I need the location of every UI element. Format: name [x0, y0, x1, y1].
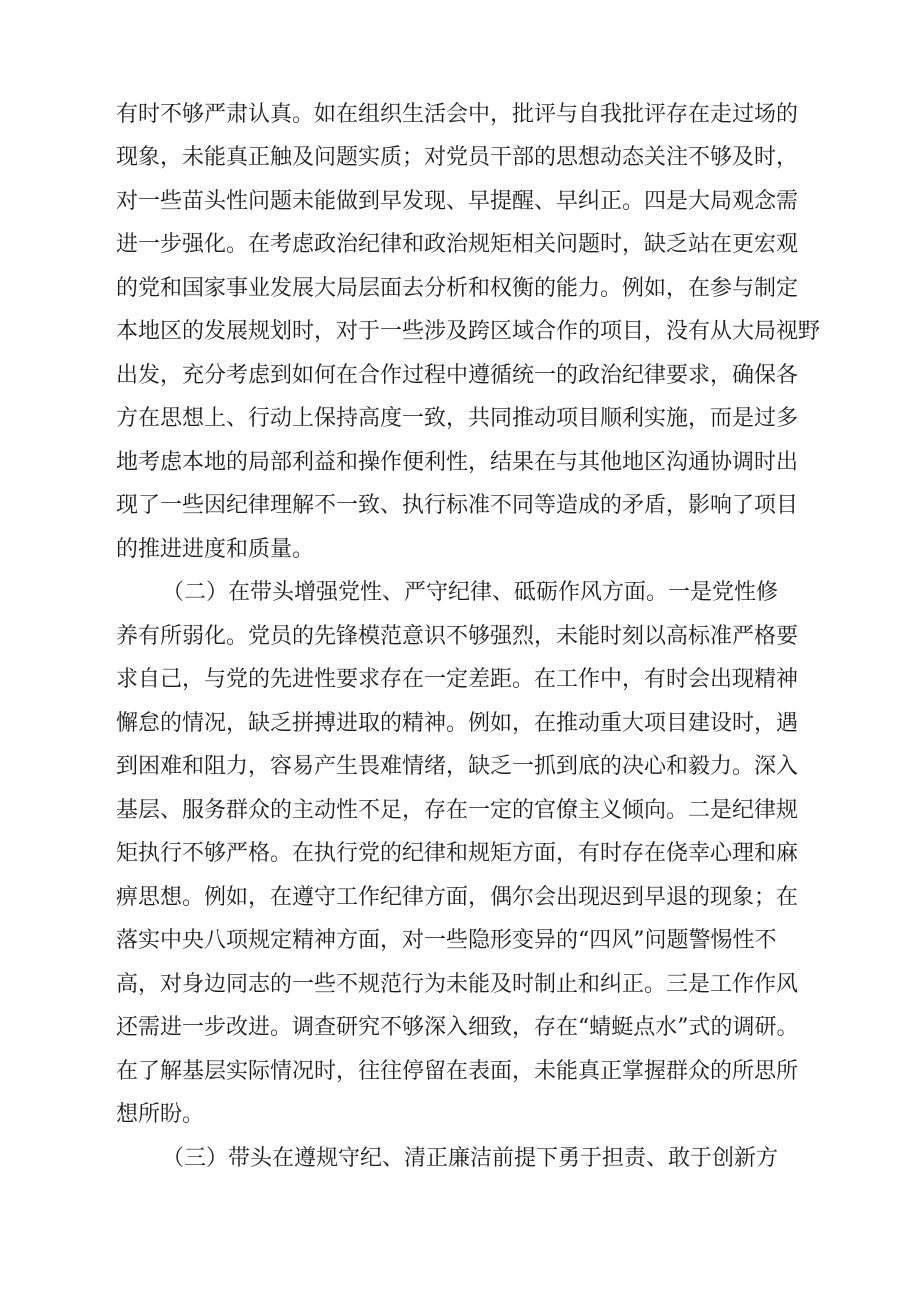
text-line: 的党和国家事业发展大局层面去分析和权衡的能力。例如，在参与制定	[116, 276, 799, 301]
text-line: 的推进进度和质量。	[116, 537, 315, 562]
text-line: 出发，充分考虑到如何在合作过程中遵循统一的政治纪律要求，确保各	[116, 363, 799, 388]
text-line: 基层、服务群众的主动性不足，存在一定的官僚主义倾向。二是纪律规	[116, 798, 799, 823]
text-line: 到困难和阻力，容易产生畏难情绪，缺乏一抓到底的决心和毅力。深入	[116, 754, 799, 779]
text-line: 还需进一步改进。调查研究不够深入细致，存在“蜻蜓点水”式的调研。	[116, 1015, 799, 1040]
section-heading-line: （二）在带头增强党性、严守纪律、砥砺作风方面。一是党性修	[162, 580, 779, 605]
text-line: 进一步强化。在考虑政治纪律和政治规矩相关问题时，缺乏站在更宏观	[116, 232, 799, 257]
text-line: 懈怠的情况，缺乏拼搏进取的精神。例如，在推动重大项目建设时，遇	[116, 711, 799, 736]
text-line: 痹思想。例如，在遵守工作纪律方面，偶尔会出现迟到早退的现象；在	[116, 885, 799, 910]
text-line: 想所盼。	[116, 1102, 205, 1127]
text-line: 方在思想上、行动上保持高度一致，共同推动项目顺利实施，而是过多	[116, 406, 799, 431]
text-line: 矩执行不够严格。在执行党的纪律和规矩方面，有时存在侥幸心理和麻	[116, 841, 799, 866]
text-line: 养有所弱化。党员的先锋模范意识不够强烈，未能时刻以高标准严格要	[116, 624, 799, 649]
text-line: 高，对身边同志的一些不规范行为未能及时制止和纠正。三是工作作风	[116, 972, 799, 997]
text-line: 对一些苗头性问题未能做到早发现、早提醒、早纠正。四是大局观念需	[116, 189, 799, 214]
text-line: 有时不够严肃认真。如在组织生活会中，批评与自我批评存在走过场的	[116, 102, 799, 127]
text-line: 本地区的发展规划时，对于一些涉及跨区域合作的项目，没有从大局视野	[116, 319, 821, 344]
text-line: 求自己，与党的先进性要求存在一定差距。在工作中，有时会出现精神	[116, 667, 799, 692]
text-line: 落实中央八项规定精神方面，对一些隐形变异的“四风”问题警惕性不	[116, 928, 777, 953]
text-line: 在了解基层实际情况时，往往停留在表面，未能真正掌握群众的所思所	[116, 1059, 799, 1084]
text-line: 现象，未能真正触及问题实质；对党员干部的思想动态关注不够及时，	[116, 145, 799, 170]
text-line: 现了一些因纪律理解不一致、执行标准不同等造成的矛盾，影响了项目	[116, 493, 799, 518]
text-line: 地考虑本地的局部利益和操作便利性，结果在与其他地区沟通协调时出	[116, 450, 799, 475]
section-heading-line: （三）带头在遵规守纪、清正廉洁前提下勇于担责、敢于创新方	[162, 1146, 779, 1171]
